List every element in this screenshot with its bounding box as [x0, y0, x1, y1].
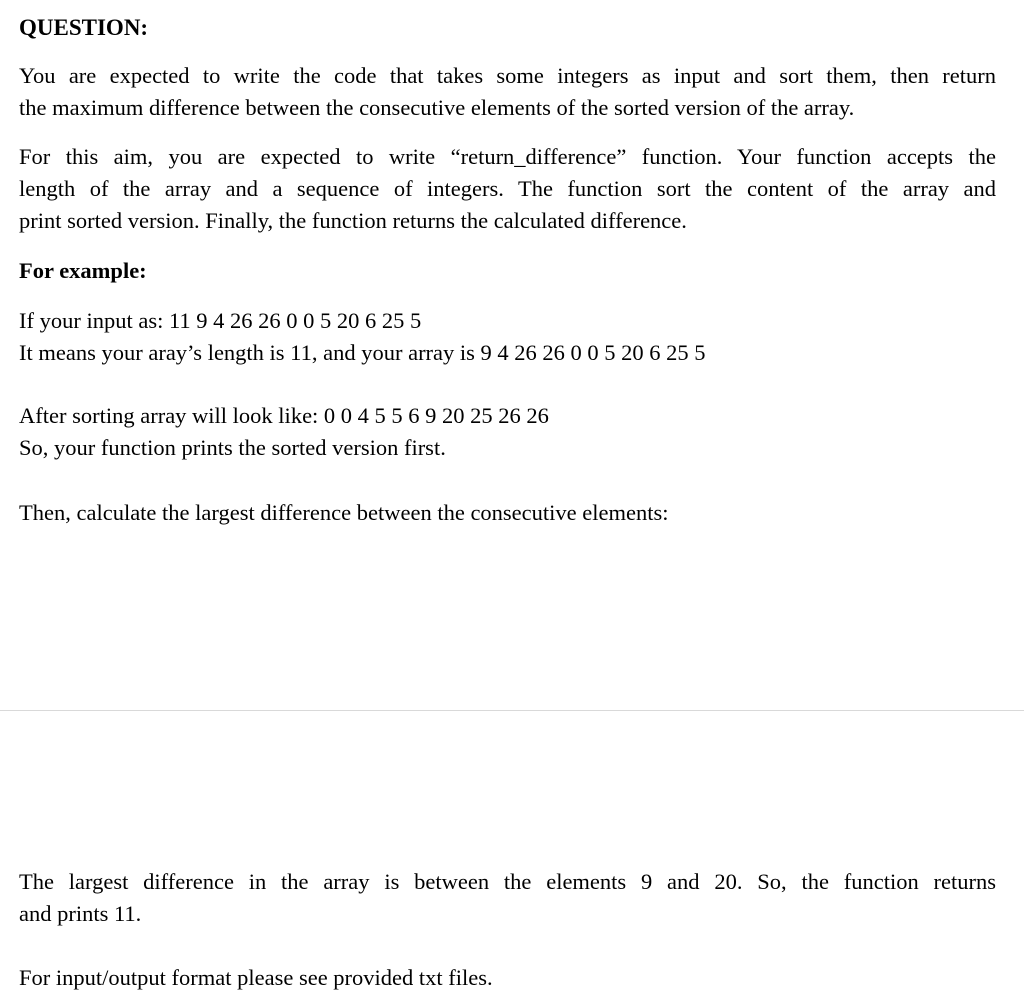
question-heading: QUESTION:: [19, 15, 149, 40]
example-input: If your input as: 11 9 4 26 26 0 0 5 20 6 25 5: [19, 308, 422, 333]
intro-line-2: the maximum difference between the consecutive elements of the sorted version of the array.: [19, 95, 855, 120]
section-divider: [0, 710, 1024, 711]
result-line-1: The largest difference in the array is between the elements 9 and 20. So, the function returns: [19, 869, 996, 894]
aim-line-1: For this aim, you are expected to write “return_difference” function. Your function accepts the: [19, 144, 996, 169]
aim-line-2: length of the array and a sequence of integers. The function sort the content of the array and: [19, 176, 996, 201]
sorted-line: After sorting array will look like: 0 0 4 5 5 6 9 20 25 26 26: [19, 403, 549, 428]
example-heading: For example:: [19, 258, 147, 283]
format-note: For input/output format please see provided txt files.: [19, 965, 493, 990]
intro-line-1: You are expected to write the code that takes some integers as input and sort them, then return: [19, 63, 996, 88]
aim-line-3: print sorted version. Finally, the function returns the calculated difference.: [19, 208, 687, 233]
prints-line: So, your function prints the sorted version first.: [19, 435, 446, 460]
result-line-2: and prints 11.: [19, 901, 142, 926]
calc-line: Then, calculate the largest difference between the consecutive elements:: [19, 500, 669, 525]
example-meaning: It means your aray’s length is 11, and your array is 9 4 26 26 0 0 5 20 6 25 5: [19, 340, 706, 365]
